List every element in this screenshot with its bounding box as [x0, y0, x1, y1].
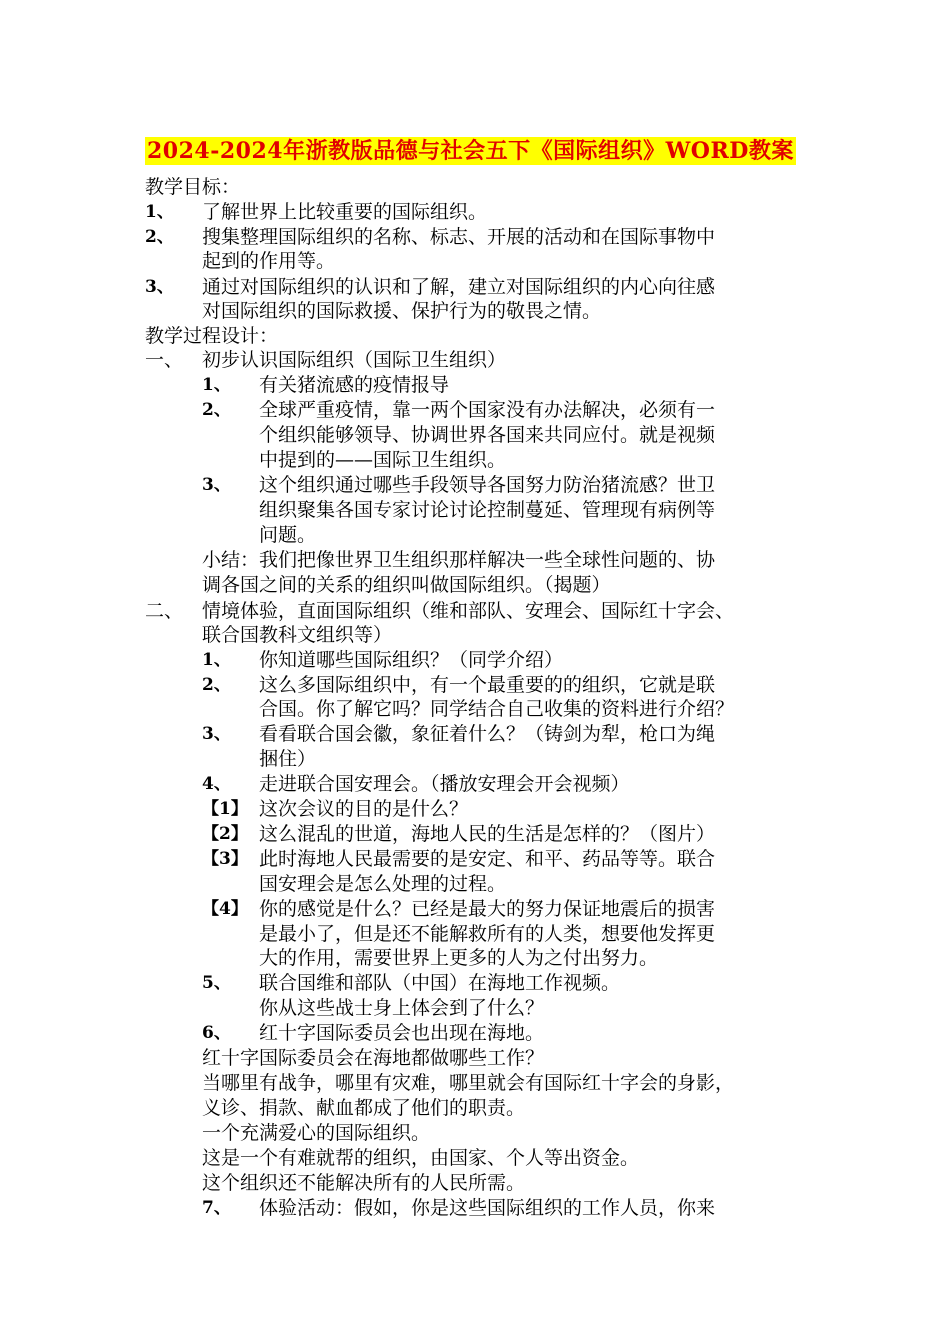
summary-text: 调各国之间的关系的组织叫做国际组织。（揭题） — [202, 574, 611, 596]
section-title: 情境体验，直面国际组织（维和部队、安理会、国际红十字会、 — [202, 600, 735, 622]
paragraph-text: 红十字国际委员会在海地都做哪些工作？ — [202, 1047, 545, 1069]
sub-item-number: 【4】 — [202, 899, 248, 919]
item-text: 你从这些战士身上体会到了什么？ — [259, 997, 545, 1019]
sub-item-text: 国安理会是怎么处理的过程。 — [259, 873, 507, 895]
sub-item-text: 你的感觉是什么？已经是最大的努力保证地震后的损害 — [259, 898, 716, 920]
goal-text: 对国际组织的国际救援、保护行为的敬畏之情。 — [202, 300, 602, 322]
paragraph-text: 这个组织还不能解决所有的人民所需。 — [202, 1172, 526, 1194]
item-text: 红十字国际委员会也出现在海地。 — [259, 1022, 545, 1044]
document-title: 2024-2024年浙教版品德与社会五下《国际组织》WORD教案 — [147, 138, 794, 164]
item-text: 组织聚集各国专家讨论讨论控制蔓延、管理现有病例等 — [259, 499, 716, 521]
goal-text: 通过对国际组织的认识和了解，建立对国际组织的内心向往感 — [202, 276, 716, 298]
sub-item-text: 这么混乱的世道，海地人民的生活是怎样的？（图片） — [259, 823, 716, 845]
process-heading: 教学过程设计： — [145, 325, 279, 347]
item-text: 这个组织通过哪些手段领导各国努力防治猪流感？世卫 — [259, 474, 716, 496]
item-text: 你知道哪些国际组织？（同学介绍） — [259, 649, 564, 671]
section-title: 联合国教科文组织等） — [202, 624, 393, 646]
item-text: 有关猪流感的疫情报导 — [259, 374, 450, 396]
item-text: 个组织能够领导、协调世界各国来共同应付。就是视频 — [259, 424, 716, 446]
item-text: 问题。 — [259, 524, 317, 546]
section-title: 初步认识国际组织（国际卫生组织） — [202, 349, 507, 371]
sub-item-number: 【3】 — [202, 849, 248, 869]
section-number: 一、 — [145, 349, 184, 371]
item-number: 1、 — [202, 650, 231, 670]
item-text: 捆住） — [259, 748, 317, 770]
item-number: 3、 — [202, 724, 231, 744]
sub-item-text: 这次会议的目的是什么？ — [259, 798, 469, 820]
paragraph-text: 一个充满爱心的国际组织。 — [202, 1122, 431, 1144]
item-number: 6、 — [202, 1023, 231, 1043]
item-text: 中提到的——国际卫生组织。 — [259, 449, 507, 471]
item-number: 1、 — [202, 375, 231, 395]
sub-item-number: 【1】 — [202, 799, 248, 819]
item-text: 体验活动：假如，你是这些国际组织的工作人员，你来 — [259, 1197, 716, 1219]
item-text: 联合国维和部队（中国）在海地工作视频。 — [259, 972, 621, 994]
sub-item-text: 是最小了，但是还不能解救所有的人类，想要他发挥更 — [259, 923, 716, 945]
goal-number: 3、 — [145, 277, 174, 297]
item-text: 合国。你了解它吗？同学结合自己收集的资料进行介绍？ — [259, 698, 735, 720]
goal-text: 了解世界上比较重要的国际组织。 — [202, 201, 488, 223]
goal-number: 2、 — [145, 227, 174, 247]
sub-item-number: 【2】 — [202, 824, 248, 844]
section-number: 二、 — [145, 600, 184, 622]
item-number: 2、 — [202, 675, 231, 695]
goal-number: 1、 — [145, 202, 174, 222]
sub-item-text: 此时海地人民最需要的是安定、和平、药品等等。联合 — [259, 848, 716, 870]
item-text: 这么多国际组织中，有一个最重要的的组织，它就是联 — [259, 674, 716, 696]
item-text: 看看联合国会徽，象征着什么？（铸剑为犁，枪口为绳 — [259, 723, 716, 745]
paragraph-text: 当哪里有战争，哪里有灾难，哪里就会有国际红十字会的身影， — [202, 1072, 735, 1094]
item-number: 3、 — [202, 475, 231, 495]
goal-text: 搜集整理国际组织的名称、标志、开展的活动和在国际事物中 — [202, 226, 716, 248]
item-number: 2、 — [202, 400, 231, 420]
paragraph-text: 这是一个有难就帮的组织，由国家、个人等出资金。 — [202, 1147, 640, 1169]
goal-text: 起到的作用等。 — [202, 250, 336, 272]
item-text: 全球严重疫情，靠一两个国家没有办法解决，必须有一 — [259, 399, 716, 421]
goals-heading: 教学目标： — [145, 176, 241, 198]
item-number: 7、 — [202, 1198, 231, 1218]
item-number: 4、 — [202, 774, 231, 794]
item-text: 走进联合国安理会。（播放安理会开会视频） — [259, 773, 630, 795]
summary-text: 小结：我们把像世界卫生组织那样解决一些全球性问题的、协 — [202, 549, 716, 571]
item-number: 5、 — [202, 973, 231, 993]
sub-item-text: 大的作用，需要世界上更多的人为之付出努力。 — [259, 947, 659, 969]
paragraph-text: 义诊、捐款、献血都成了他们的职责。 — [202, 1097, 526, 1119]
